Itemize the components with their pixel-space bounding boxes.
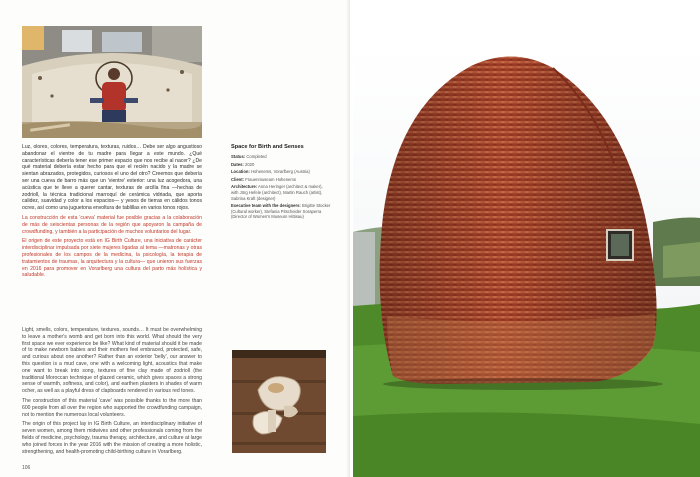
english-paragraph-2: The construction of this material 'cave' was possible thanks to the more than 600 people from all over the region who supported the crowdfunding campaign, not to mention the numerous local volunteers. <box>22 397 202 418</box>
credit-key: Executive team with the designers: <box>231 203 301 209</box>
spanish-paragraph-3: El origen de este proyecto está en IG Birth Culture, una iniciativa de carácter interdisciplinar impulsada por siete mujeres ligadas al tema —matronas y otras profesionales de los campos de la medicina, la psicología, la terapia de tratamientos de traumas, la arquitectura y la cultura— que unieron sus fuerzas en 2016 para promover en Vorarlberg una cultura del parto más holística y saludable. <box>22 238 202 279</box>
credit-row <box>231 169 331 175</box>
credit-row <box>231 177 331 183</box>
english-paragraph-1: Light, smells, colors, temperature, textures, sounds… It must be overwhelming to leave a mother's womb and get born into this world. What should the very first space we ever experience be like? What kind of material should it be made of to make newborn babies and their mothers feel embraced, protected, safe, and curious about one another? Rather than an exterior 'belly', our answer to this question is a mud cave, one with a welcoming light, acoustics that make one want to break into song, textures of fine clay made of zodrioll (the traditional Moroccan technique of glazed ceramic, which gives spaces a strong sense of warmth, softness, and color), and earthen plasters in shades of warm ocher, as well as a playful dress of clapboards rendered in various red tones. <box>22 327 202 395</box>
credit-key: Dates: <box>231 161 244 167</box>
credit-value: Brigitte Stocker (Cultural worker), Stefania Pitscheider Soraperra (Director of Women's Museum Hittisau) <box>231 203 331 220</box>
credit-key: Architecture: <box>231 184 258 190</box>
spanish-text-column <box>22 144 202 282</box>
english-paragraph-3: The origin of this project lay in IG Birth Culture, an interdisciplinary initiative of seven women, among them midwives and other professionals coming from the fields of medicine, psychology, trauma therapy, architecture, and culture at large who joined forces in the year 2016 with the mission of creating a more holistic, strengthening, and health-promoting child-birthing culture in Vorarlberg. <box>22 421 202 455</box>
credit-row <box>231 162 331 168</box>
credit-value: 2020 <box>244 161 255 167</box>
page-number: 106 <box>22 465 31 471</box>
credit-value: Completed <box>246 154 267 159</box>
credit-row <box>231 184 331 201</box>
credit-row <box>231 203 331 220</box>
credit-key: Location: <box>231 169 250 175</box>
credit-key: Status: <box>231 154 246 159</box>
workshop-photo-graphic <box>22 26 202 138</box>
ceramic-tiles-graphic <box>232 350 326 453</box>
credit-key: Client: <box>231 176 245 182</box>
workshop-photo <box>22 26 202 138</box>
credit-value: Anna Heringer (architect & maker), with Jörg Hefele (architect), Martin Rauch (artist), Sabrina Kraft (designer) <box>231 184 323 201</box>
spanish-paragraph-1: Luz, olores, colores, temperatura, texturas, ruidos… Debe ser algo angustioso abandonar el vientre de tu madre para llegar a este mundo. ¿Qué características debería tener ese primer espacio que nos recibe al nacer? ¿De qué material debería estar hecho para que el recién nacido y la madre se sientan abrazados, protegidos, curiosos el uno del otro? Creemos que debería ser una cueva de barro más que un 'vientre' exterior: una luz acogedora, una acústica que te lleve a querer cantar, texturas de arcilla fina —hechas de zodrioll, la técnica tradicional marroquí de cerámica vidriada, que aporta calidez, suavidad y color a los espacios— y yesos de tierras en cálidos tonos ocres, así como una juguetona envoltura de tablillas en varios tonos rojos. <box>22 144 202 212</box>
project-title: Space for Birth and Senses <box>231 144 304 150</box>
ceramic-tiles-photo <box>232 350 326 453</box>
pavilion-graphic <box>353 46 700 477</box>
credit-row <box>231 154 331 160</box>
project-credits <box>231 144 331 222</box>
spanish-paragraph-2: La construcción de esta 'cueva' material fue posible gracias a la colaboración de más de seiscientas personas de la región que apoyaron la campaña de crowdfunding, y también a la participación de muchos voluntarios del lugar. <box>22 214 202 235</box>
credit-value: Hohenems, Vorarlberg (Austria) <box>251 169 310 175</box>
english-text-column <box>22 327 202 458</box>
credit-value: Frauenmuseum Hohenems <box>245 176 296 182</box>
pavilion-photo <box>353 46 700 477</box>
